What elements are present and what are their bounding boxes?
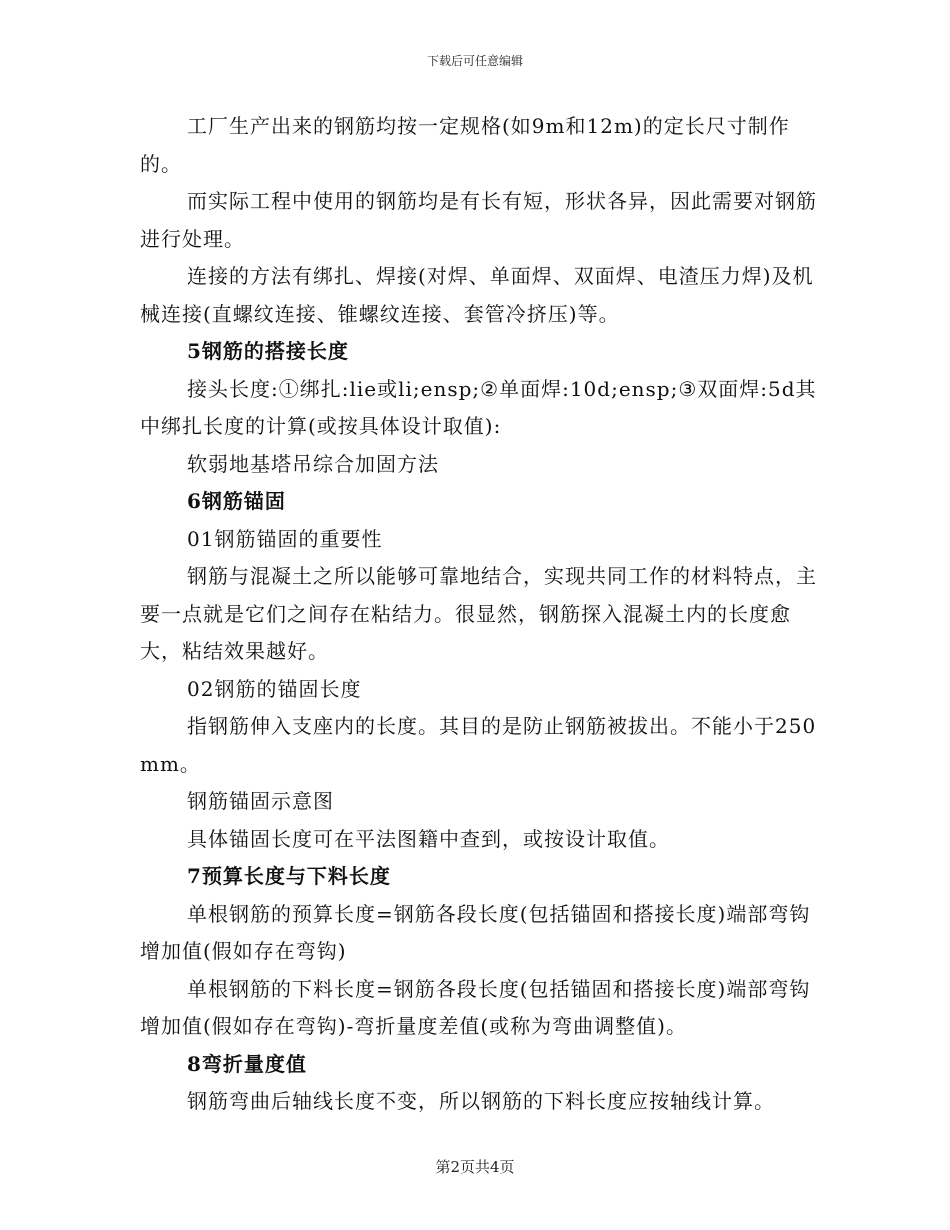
paragraph: 钢筋锚固示意图: [187, 789, 334, 813]
paragraph: 01钢筋锚固的重要性: [187, 526, 383, 551]
paragraph: 单根钢筋的下料长度=钢筋各段长度(包括锚固和搭接长度)端部弯钩增加值(假如存在弯钩)-弯折量度差值(或称为弯曲调整值)。: [140, 976, 811, 1038]
paragraph: 钢筋弯曲后轴线长度不变，所以钢筋的下料长度应按轴线计算。: [187, 1089, 775, 1113]
section-heading: 5钢筋的搭接长度: [187, 339, 349, 363]
section-heading: 7预算长度与下料长度: [187, 864, 391, 888]
document-body: [140, 108, 820, 1121]
paragraph: 工厂生产出来的钢筋均按一定规格(如9m和12m)的定长尺寸制作的。: [140, 114, 790, 176]
paragraph: 接头长度:①绑扎:lie或li;ensp;②单面焊:10d;ensp;③双面焊:5d其中绑扎长度的计算(或按具体设计取值):: [140, 376, 817, 438]
paragraph: 钢筋与混凝土之所以能够可靠地结合，实现共同工作的材料特点，主要一点就是它们之间存在粘结力。很显然，钢筋探入混凝土内的长度愈大，粘结效果越好。: [140, 564, 817, 663]
section-heading: 8弯折量度值: [187, 1051, 307, 1076]
paragraph: 连接的方法有绑扎、焊接(对焊、单面焊、双面焊、电渣压力焊)及机械连接(直螺纹连接、锥螺纹连接、套管冷挤压)等。: [140, 264, 814, 326]
paragraph: 而实际工程中使用的钢筋均是有长有短，形状各异，因此需要对钢筋进行处理。: [140, 189, 817, 251]
page-header: 下载后可任意编辑: [426, 54, 523, 68]
paragraph: 指钢筋伸入支座内的长度。其目的是防止钢筋被拔出。不能小于250mm。: [140, 714, 817, 776]
paragraph: 软弱地基塔吊综合加固方法: [187, 451, 439, 476]
paragraph: 单根钢筋的预算长度=钢筋各段长度(包括锚固和搭接长度)端部弯钩增加值(假如存在弯钩): [140, 901, 811, 963]
section-heading: 6钢筋锚固: [187, 489, 286, 513]
paragraph: 具体锚固长度可在平法图籍中查到，或按设计取值。: [187, 826, 670, 851]
paragraph: 02钢筋的锚固长度: [187, 676, 362, 701]
page-footer: 第2页共4页: [435, 1158, 515, 1176]
